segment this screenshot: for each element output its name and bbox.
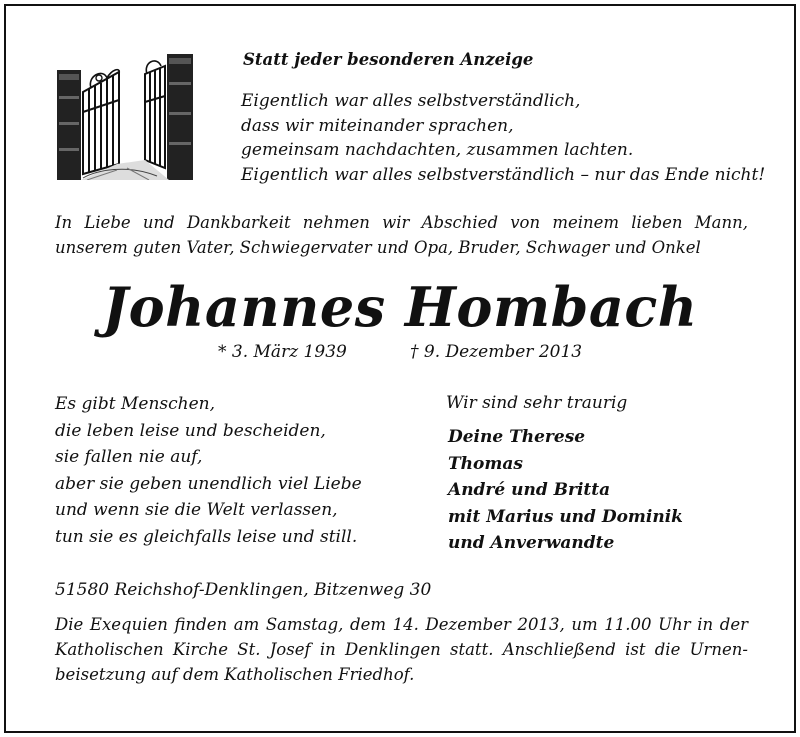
family-address: 51580 Reichshof-Denklingen, Bitzenweg 30 bbox=[55, 580, 432, 600]
farewell-intro bbox=[55, 210, 748, 260]
poem-line: dass wir miteinander sprachen, bbox=[241, 115, 514, 136]
poem-line: aber sie geben unendlich viel Liebe bbox=[55, 473, 362, 494]
poem-line: Eigentlich war alles selbstverständlich – nur das Ende nicht! bbox=[241, 164, 766, 185]
funeral-line: beisetzung auf dem Katholischen Friedhof. bbox=[55, 665, 415, 684]
poem-line: gemeinsam nachdachten, zusammen lachten. bbox=[241, 140, 634, 160]
poem-line: Eigentlich war alles selbstverständlich, bbox=[241, 91, 581, 111]
funeral-line: Katholischen Kirche St. Josef in Denklingen statt. Anschließend ist die Urnen- bbox=[55, 640, 748, 659]
opening-poem bbox=[241, 89, 765, 187]
deceased-name: Johannes Hombach bbox=[102, 275, 698, 339]
poem-line: Es gibt Menschen, bbox=[55, 394, 215, 414]
poem-line: tun sie es gleichfalls leise und still. bbox=[55, 526, 358, 547]
mourner-name: Thomas bbox=[448, 453, 523, 474]
mourners-list bbox=[448, 424, 683, 557]
intro-line: unserem guten Vater, Schwiegervater und Opa, Bruder, Schwager und Onkel bbox=[55, 238, 701, 257]
mourner-name: mit Marius und Dominik bbox=[448, 506, 683, 527]
death-date: † 9. Dezember 2013 bbox=[410, 342, 583, 362]
poem-line: sie fallen nie auf, bbox=[55, 447, 203, 467]
mourner-name: Deine Therese bbox=[448, 427, 586, 447]
mourner-name: André und Britta bbox=[448, 480, 611, 500]
poem-line: die leben leise und bescheiden, bbox=[55, 420, 326, 441]
mourner-name: und Anverwandte bbox=[448, 533, 615, 553]
notice-heading: Statt jeder besonderen Anzeige bbox=[243, 50, 534, 69]
birth-date: * 3. März 1939 bbox=[218, 342, 347, 362]
funeral-line: Die Exequien finden am Samstag, dem 14. Dezember 2013, um 11.00 Uhr in der bbox=[55, 615, 748, 634]
intro-line: In Liebe und Dankbarkeit nehmen wir Abschied von meinem lieben Mann, bbox=[55, 213, 748, 232]
poem-line: und wenn sie die Welt verlassen, bbox=[55, 500, 338, 520]
mourners-intro: Wir sind sehr traurig bbox=[446, 393, 628, 413]
open-gate-illustration bbox=[57, 52, 193, 180]
funeral-details bbox=[55, 612, 748, 687]
memorial-poem bbox=[55, 391, 362, 550]
